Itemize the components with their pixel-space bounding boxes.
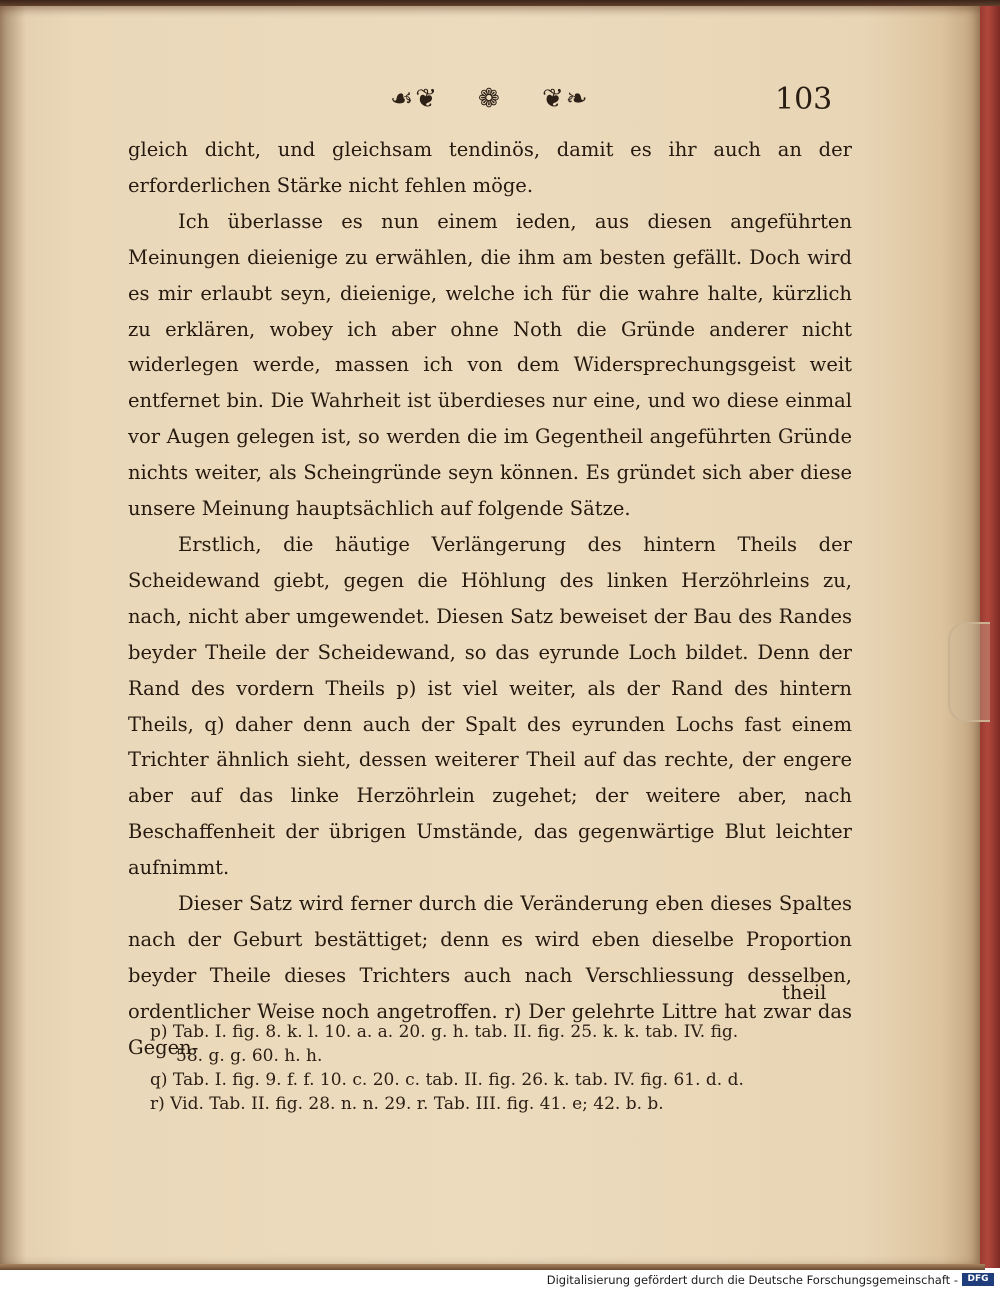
ornament-center-icon: ❁ <box>478 84 502 114</box>
footnote-p: p) Tab. I. fig. 8. k. l. 10. a. a. 20. g. h. tab. II. fig. 25. k. k. tab. IV. fig. <box>150 1022 739 1042</box>
footnotes <box>150 1020 870 1116</box>
ornament-left-icon: ☙❦ <box>390 84 440 114</box>
ornament-right-icon: ❦❧ <box>542 84 590 114</box>
catchword: theil <box>782 981 827 1004</box>
body-text <box>128 132 852 1066</box>
paragraph-4: Dieser Satz wird ferner durch die Veränderung eben dieses Spaltes nach der Geburt bestättiget; denn es wird eben dieselbe Proportion beyder Theile dieses Trichters auch nach Verschliessung desselben, ordentlicher Weise noch angetroffen. r) Der gelehrte Littre hat zwar das Gegen- <box>128 892 852 1059</box>
footnote-p-continued: 58. g. g. 60. h. h. <box>176 1046 323 1066</box>
footnote-q: q) Tab. I. fig. 9. f. f. 10. c. 20. c. tab. II. fig. 26. k. tab. IV. fig. 61. d. d. <box>150 1070 744 1090</box>
page-header <box>380 82 840 118</box>
paragraph-1: gleich dicht, und gleichsam tendinös, damit es ihr auch an der erforderlichen Stärke nicht fehlen möge. <box>128 138 852 197</box>
funding-credit: Digitalisierung gefördert durch die Deutsche Forschungsgemeinschaft - <box>546 1273 958 1287</box>
paragraph-2: Ich überlasse es nun einem ieden, aus diesen angeführten Meinungen dieienige zu erwählen, die ihm am besten gefällt. Doch wird es mir erlaubt seyn, dieienige, welche ich für die wahre halte, kürzlich zu erklären, wobey ich aber ohne Noth die Gründe anderer nicht widerlegen werde, massen ich von dem Widersprechungsgeist weit entfernet bin. Die Wahrheit ist überdieses nur eine, und wo diese einmal vor Augen gelegen ist, so werden die im Gegentheil angeführten Gründe nichts weiter, als Scheingründe seyn können. Es gründet sich aber diese unsere Meinung hauptsächlich auf folgende Sätze. <box>128 209 852 521</box>
footnote-r: r) Vid. Tab. II. fig. 28. n. n. 29. r. Tab. III. fig. 41. e; 42. b. b. <box>150 1094 664 1114</box>
page-clip-tab <box>948 622 990 722</box>
footer-bar <box>0 1270 1000 1289</box>
page-number: 103 <box>775 82 833 117</box>
dfg-logo: DFG <box>962 1273 994 1286</box>
paragraph-3: Erstlich, die häutige Verlängerung des hintern Theils der Scheidewand giebt, gegen die Höhlung des linken Herzöhrleins zu, nach, nicht aber umgewendet. Diesen Satz beweiset der Bau des Randes beyder Theile der Scheidewand, so das eyrunde Loch bildet. Denn der Rand des vordern Theils p) ist viel weiter, als der Rand des hintern Theils, q) daher denn auch der Spalt des eyrunden Lochs fast einem Trichter ähnlich sieht, dessen weiterer Theil auf das rechte, der engere aber auf das linke Herzöhrlein zugehet; der weitere aber, nach Beschaffenheit der übrigen Umstände, das gegenwärtige Blut leichter aufnimmt. <box>128 532 852 880</box>
